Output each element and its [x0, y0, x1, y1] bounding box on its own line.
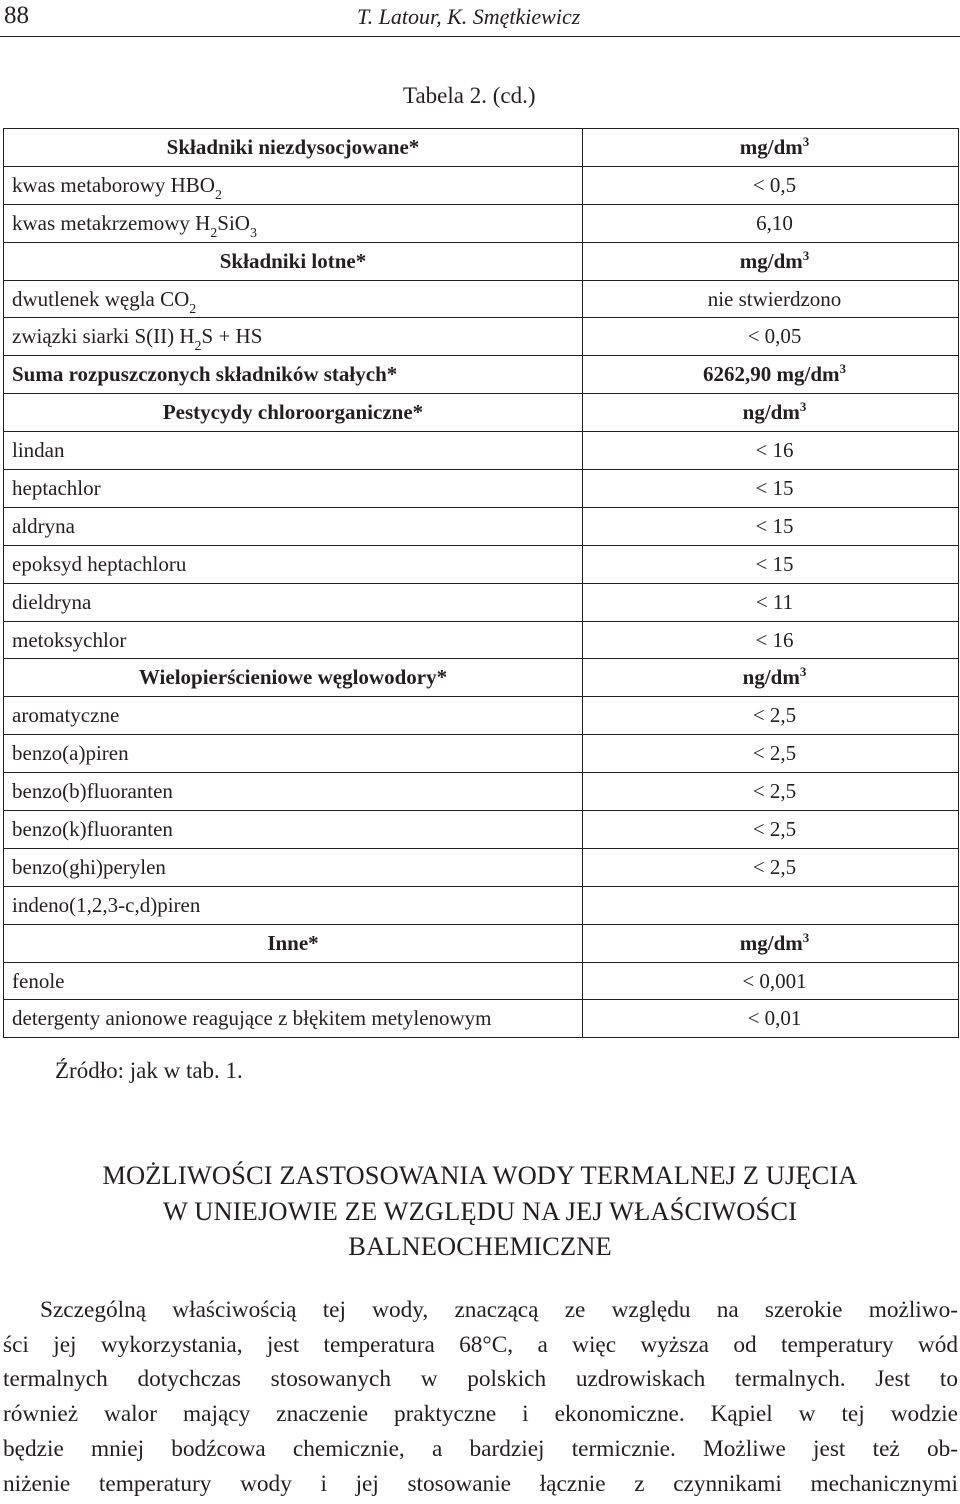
table-row	[4, 166, 959, 204]
table-section-row	[4, 242, 959, 280]
row-value-cell	[583, 583, 959, 621]
row-value-cell	[583, 621, 959, 659]
table-source-note: Źródło: jak w tab. 1.	[55, 1058, 243, 1083]
row-label-cell	[4, 242, 583, 280]
section-title: Wielopierścieniowe węglowodory*	[138, 665, 448, 690]
row-label-cell	[4, 1000, 583, 1038]
unit-base: mg/dm	[739, 134, 803, 159]
row-label-cell	[4, 394, 583, 432]
row-value-cell	[583, 886, 959, 924]
row-label-cell	[4, 166, 583, 204]
row-value-cell	[583, 432, 959, 470]
label-text: kwas metaborowy HBO	[12, 172, 215, 197]
table-row	[4, 204, 959, 242]
paragraph-line: Szczególną właściwością tej wody, znaczącą ze względu na szerokie możliwo-	[40, 1297, 958, 1323]
label-text: epoksyd heptachloru	[12, 551, 187, 576]
section-heading	[0, 1158, 960, 1265]
section-heading-line: BALNEOCHEMICZNE	[348, 1231, 612, 1261]
table-row	[4, 507, 959, 545]
page-number: 88	[4, 2, 29, 29]
section-unit	[742, 399, 807, 425]
label-text: fenole	[12, 968, 65, 993]
section-title: Pestycydy chloroorganiczne*	[162, 400, 424, 425]
label-subscript: 2	[194, 339, 202, 355]
label-text: indeno(1,2,3-c,d)piren	[12, 892, 201, 917]
value-text: < 16	[755, 627, 794, 652]
value-text: < 0,5	[752, 172, 797, 197]
row-value-cell	[583, 318, 959, 356]
section-unit	[742, 664, 807, 690]
label-text: detergenty anionowe reagujące z błękitem metylenowym	[12, 1006, 492, 1031]
value-text: < 0,001	[742, 968, 807, 993]
value-text: < 2,5	[752, 854, 797, 879]
table-row	[4, 697, 959, 735]
row-value-cell	[583, 470, 959, 508]
row-label-cell	[4, 545, 583, 583]
row-value-cell	[583, 545, 959, 583]
row-label-cell	[4, 204, 583, 242]
table-row	[4, 318, 959, 356]
value-text: < 0,01	[747, 1006, 802, 1031]
row-value-cell	[583, 280, 959, 318]
unit-base: mg/dm	[739, 248, 803, 273]
row-value-cell	[583, 962, 959, 1000]
label-text: dwutlenek węgla CO	[12, 286, 190, 311]
row-value-cell	[583, 848, 959, 886]
section-heading-line: W UNIEJOWIE ZE WZGLĘDU NA JEJ WŁAŚCIWOŚCI	[162, 1195, 798, 1226]
table-section-row	[4, 924, 959, 962]
table-row	[4, 886, 959, 924]
row-label-cell	[4, 129, 583, 167]
label-text: kwas metakrzemowy H	[12, 210, 211, 235]
row-value-cell	[583, 166, 959, 204]
table-row	[4, 962, 959, 1000]
row-value-cell	[583, 773, 959, 811]
value-text: < 2,5	[752, 703, 797, 728]
row-value-cell	[583, 659, 959, 697]
value-text: nie stwierdzono	[707, 286, 842, 311]
label-subscript: 2	[214, 187, 222, 203]
unit-exponent: 3	[799, 664, 807, 680]
row-label-cell	[4, 735, 583, 773]
value-text: < 0,05	[747, 324, 802, 349]
table-row	[4, 583, 959, 621]
paragraph-line: również walor mający znaczenie praktyczne i ekonomiczne. Kąpiel w tej wodzie	[3, 1401, 958, 1428]
value-text: < 15	[755, 475, 794, 500]
table-row	[4, 773, 959, 811]
value-text: < 2,5	[752, 741, 797, 766]
row-value-cell	[583, 242, 959, 280]
table-row	[4, 545, 959, 583]
label-text: związki siarki S(II) H	[12, 324, 195, 349]
total-value	[703, 361, 846, 387]
row-value-cell	[583, 507, 959, 545]
unit-exponent: 3	[802, 929, 810, 945]
label-text: metoksychlor	[12, 627, 127, 652]
row-label-cell	[4, 848, 583, 886]
unit-exponent: 3	[802, 247, 810, 263]
total-value-exponent: 3	[839, 361, 846, 377]
value-text: < 2,5	[752, 779, 797, 804]
label-subscript: 2	[189, 301, 197, 317]
total-label: Suma rozpuszczonych składników stałych*	[12, 362, 398, 387]
row-label-cell	[4, 621, 583, 659]
table-caption: Tabela 2. (cd.)	[403, 83, 536, 108]
table-section-row	[4, 394, 959, 432]
label-text: S + HS	[201, 324, 263, 349]
row-label-cell	[4, 507, 583, 545]
label-text: lindan	[12, 438, 65, 463]
value-text: < 11	[755, 589, 794, 614]
label-text: benzo(b)fluoranten	[12, 779, 173, 804]
table-total-row	[4, 356, 959, 394]
section-title: Składniki lotne*	[219, 248, 367, 273]
row-label-cell	[4, 962, 583, 1000]
page-header	[0, 0, 960, 37]
row-value-cell	[583, 1000, 959, 1038]
label-subscript: 3	[249, 225, 257, 241]
label-subscript: 2	[210, 225, 218, 241]
section-unit	[739, 929, 810, 955]
table-row	[4, 621, 959, 659]
section-unit	[739, 133, 810, 159]
value-text: < 15	[755, 551, 794, 576]
row-label-cell	[4, 924, 583, 962]
running-head-authors: T. Latour, K. Smętkiewicz	[357, 4, 581, 29]
row-value-cell	[583, 129, 959, 167]
paragraph-line: termalnych dotychczas stosowanych w polskich uzdrowiskach termalnych. Jest to	[3, 1366, 958, 1393]
section-title: Składniki niezdysocjowane*	[166, 134, 420, 159]
table-row	[4, 848, 959, 886]
row-value-cell	[583, 356, 959, 394]
value-text: < 2,5	[752, 816, 797, 841]
section-heading-line: MOŻLIWOŚCI ZASTOSOWANIA WODY TERMALNEJ Z UJĘCIA	[102, 1160, 858, 1190]
row-label-cell	[4, 659, 583, 697]
table-row	[4, 432, 959, 470]
label-text: aromatyczne	[12, 703, 120, 728]
water-composition-table	[3, 128, 959, 1038]
row-label-cell	[4, 697, 583, 735]
paragraph-line: niżenie temperatury wody i jej stosowanie łącznie z czynnikami mechanicznymi	[3, 1470, 958, 1497]
label-text: aldryna	[12, 513, 75, 538]
row-label-cell	[4, 318, 583, 356]
row-value-cell	[583, 697, 959, 735]
unit-exponent: 3	[799, 399, 807, 415]
row-value-cell	[583, 204, 959, 242]
unit-exponent: 3	[802, 133, 810, 149]
table-row	[4, 1000, 959, 1038]
body-paragraph	[3, 1293, 958, 1501]
paragraph-line: ści jej wykorzystania, jest temperatura 68°C, a więc wyższa od temperatury wód	[3, 1331, 958, 1358]
row-value-cell	[583, 811, 959, 849]
unit-base: mg/dm	[739, 930, 803, 955]
row-label-cell	[4, 470, 583, 508]
label-text: benzo(ghi)perylen	[12, 854, 166, 879]
label-text: benzo(a)piren	[12, 741, 129, 766]
unit-base: ng/dm	[742, 400, 800, 425]
row-value-cell	[583, 735, 959, 773]
table-row	[4, 811, 959, 849]
table-row	[4, 280, 959, 318]
label-text: benzo(k)fluoranten	[12, 816, 173, 841]
unit-base: ng/dm	[742, 665, 800, 690]
value-text: < 15	[755, 513, 794, 538]
total-value-text: 6262,90 mg/dm	[703, 362, 840, 387]
row-label-cell	[4, 432, 583, 470]
label-text: dieldryna	[12, 589, 92, 614]
row-value-cell	[583, 924, 959, 962]
table-section-row	[4, 659, 959, 697]
table-row	[4, 735, 959, 773]
table-body	[4, 129, 959, 1038]
row-label-cell	[4, 583, 583, 621]
row-label-cell	[4, 356, 583, 394]
section-unit	[739, 247, 810, 273]
label-text: SiO	[217, 210, 250, 235]
table-row	[4, 470, 959, 508]
row-label-cell	[4, 280, 583, 318]
value-text: < 16	[755, 438, 794, 463]
row-label-cell	[4, 773, 583, 811]
table-section-row	[4, 129, 959, 167]
label-text: heptachlor	[12, 475, 101, 500]
value-text: 6,10	[756, 210, 793, 235]
row-value-cell	[583, 394, 959, 432]
paragraph-line: będzie mniej bodźcowa chemicznie, a bardziej termicznie. Możliwe jest też ob-	[3, 1435, 958, 1462]
row-label-cell	[4, 811, 583, 849]
row-label-cell	[4, 886, 583, 924]
section-title: Inne*	[267, 930, 319, 955]
